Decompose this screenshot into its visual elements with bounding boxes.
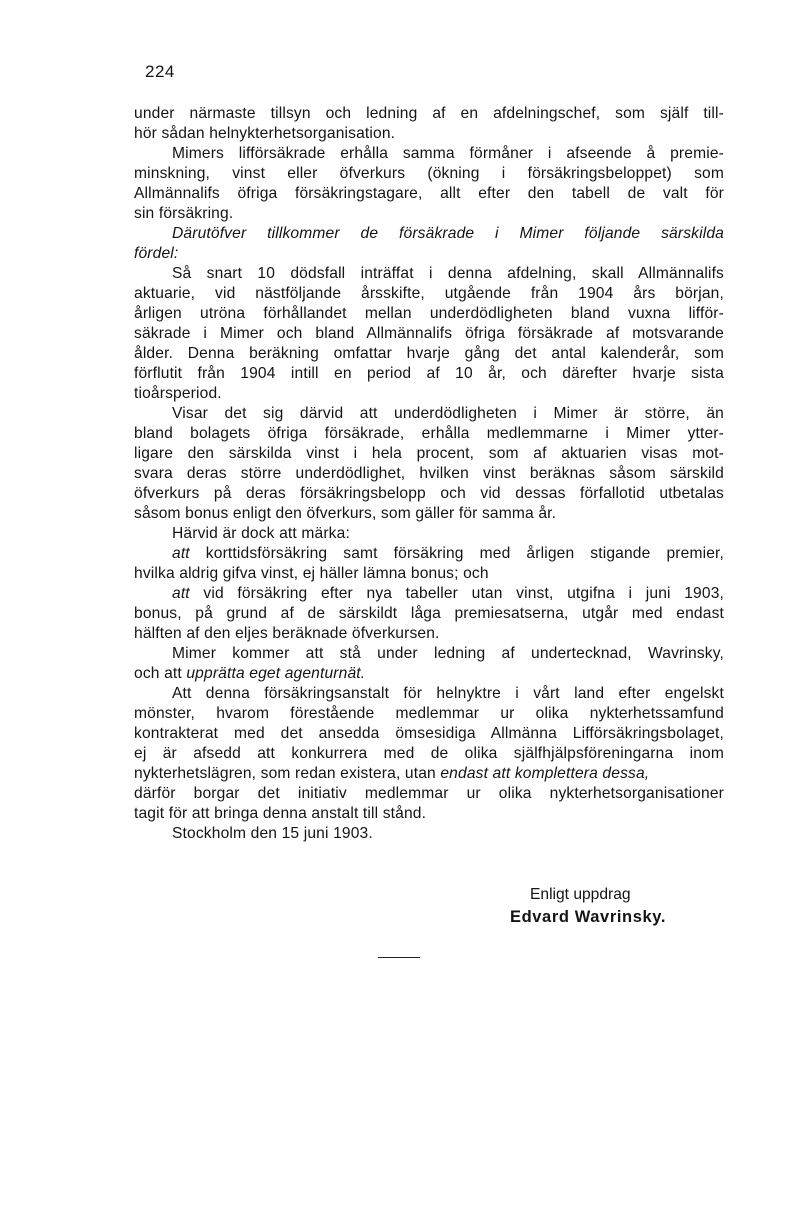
- line-start: nykterhetslägren, som redan existera, utan: [134, 765, 441, 782]
- text-line: svara deras större underdödlighet, hvilken vinst beräknas såsom särskild: [134, 465, 724, 482]
- text-line: ej är afsedd att konkurrera med de olika själfhjälpsföreningarna inom: [134, 745, 724, 762]
- section-heading-line: fördel:: [134, 245, 179, 262]
- closing-phrase: Enligt uppdrag: [530, 886, 631, 903]
- dateline: Stockholm den 15 juni 1903.: [172, 825, 373, 842]
- text-line: ligare den särskilda vinst i hela procent, som af aktuarien visas mot-: [134, 445, 724, 462]
- italic-phrase: endast att komplettera dessa,: [440, 765, 650, 782]
- text-line: mönster, hvarom förestående medlemmar ur olika nykterhetssamfund: [134, 705, 724, 722]
- text-line: bland bolagets öfriga försäkrade, erhålla medlemmarne i Mimer ytter-: [134, 425, 724, 442]
- text-line: Härvid är dock att märka:: [172, 525, 350, 542]
- text-line: aktuarie, vid nästföljande årsskifte, utgående från 1904 års början,: [134, 285, 724, 302]
- text-line: [134, 764, 724, 784]
- line-start: och att: [134, 665, 187, 682]
- italic-phrase: upprätta eget agenturnät.: [186, 665, 366, 682]
- text-line: minskning, vinst eller öfverkurs (ökning i försäkringsbeloppet) som: [134, 165, 724, 182]
- text-line: hvilka aldrig gifva vinst, ej häller lämna bonus; och: [134, 565, 489, 582]
- body-text: [134, 104, 724, 844]
- text-line: ålder. Denna beräkning omfattar hvarje gång det antal kalenderår, som: [134, 345, 724, 362]
- text-line: Mimers lifförsäkrade erhålla samma förmåner i afseende å premie-: [172, 145, 724, 162]
- text-line: [134, 584, 724, 604]
- section-heading-line: Därutöfver tillkommer de försäkrade i Mimer följande särskilda: [172, 225, 724, 242]
- line-rest: korttidsförsäkring samt försäkring med årligen stigande premier,: [189, 545, 724, 562]
- text-line: [134, 544, 724, 564]
- text-line: tagit för att bringa denna anstalt till stånd.: [134, 805, 427, 822]
- text-line: årligen utröna förhållandet mellan underdödligheten bland vuxna lifför-: [134, 305, 724, 322]
- text-line: Mimer kommer att stå under ledning af undertecknad, Wavrinsky,: [172, 645, 724, 662]
- text-line: hälften af den eljes beräknade öfverkursen.: [134, 625, 440, 642]
- text-line: förflutit från 1904 intill en period af 10 år, och därefter hvarje sista: [134, 365, 724, 382]
- page-number: 224: [145, 62, 175, 81]
- text-line: öfverkurs på deras försäkringsbelopp och vid dessas förfallotid utbetalas: [134, 485, 724, 502]
- text-line: Allmännalifs öfriga försäkringstagare, allt efter den tabell de valt för: [134, 185, 724, 202]
- italic-lead: att: [172, 545, 190, 562]
- text-line: kontrakterat med det ansedda ömsesidiga Allmänna Lifförsäkringsbolaget,: [134, 725, 724, 742]
- text-line: såsom bonus enligt den öfverkurs, som gäller för samma år.: [134, 505, 557, 522]
- text-line: därför borgar det initiativ medlemmar ur olika nykterhetsorganisationer: [134, 785, 724, 802]
- text-line: säkrade i Mimer och bland Allmännalifs öfriga försäkrade af motsvarande: [134, 325, 724, 342]
- text-line: hör sådan helnykterhetsorganisation.: [134, 125, 396, 142]
- signature: Edvard Wavrinsky.: [510, 908, 667, 926]
- text-line: bonus, på grund af de särskildt låga premiesatserna, utgår med endast: [134, 605, 724, 622]
- text-line: [134, 664, 724, 684]
- text-line: Så snart 10 dödsfall inträffat i denna afdelning, skall Allmännalifs: [172, 265, 724, 282]
- text-line: Visar det sig därvid att underdödligheten i Mimer är större, än: [172, 405, 724, 422]
- line-rest: vid försäkring efter nya tabeller utan vinst, utgifna i juni 1903,: [189, 585, 724, 602]
- italic-lead: att: [172, 585, 190, 602]
- text-line: tioårsperiod.: [134, 385, 222, 402]
- closing-rule: [378, 957, 420, 958]
- text-line: sin försäkring.: [134, 205, 234, 222]
- text-line: Att denna försäkringsanstalt för helnyktre i vårt land efter engelskt: [172, 685, 724, 702]
- text-line: under närmaste tillsyn och ledning af en afdelningschef, som själf till-: [134, 105, 724, 122]
